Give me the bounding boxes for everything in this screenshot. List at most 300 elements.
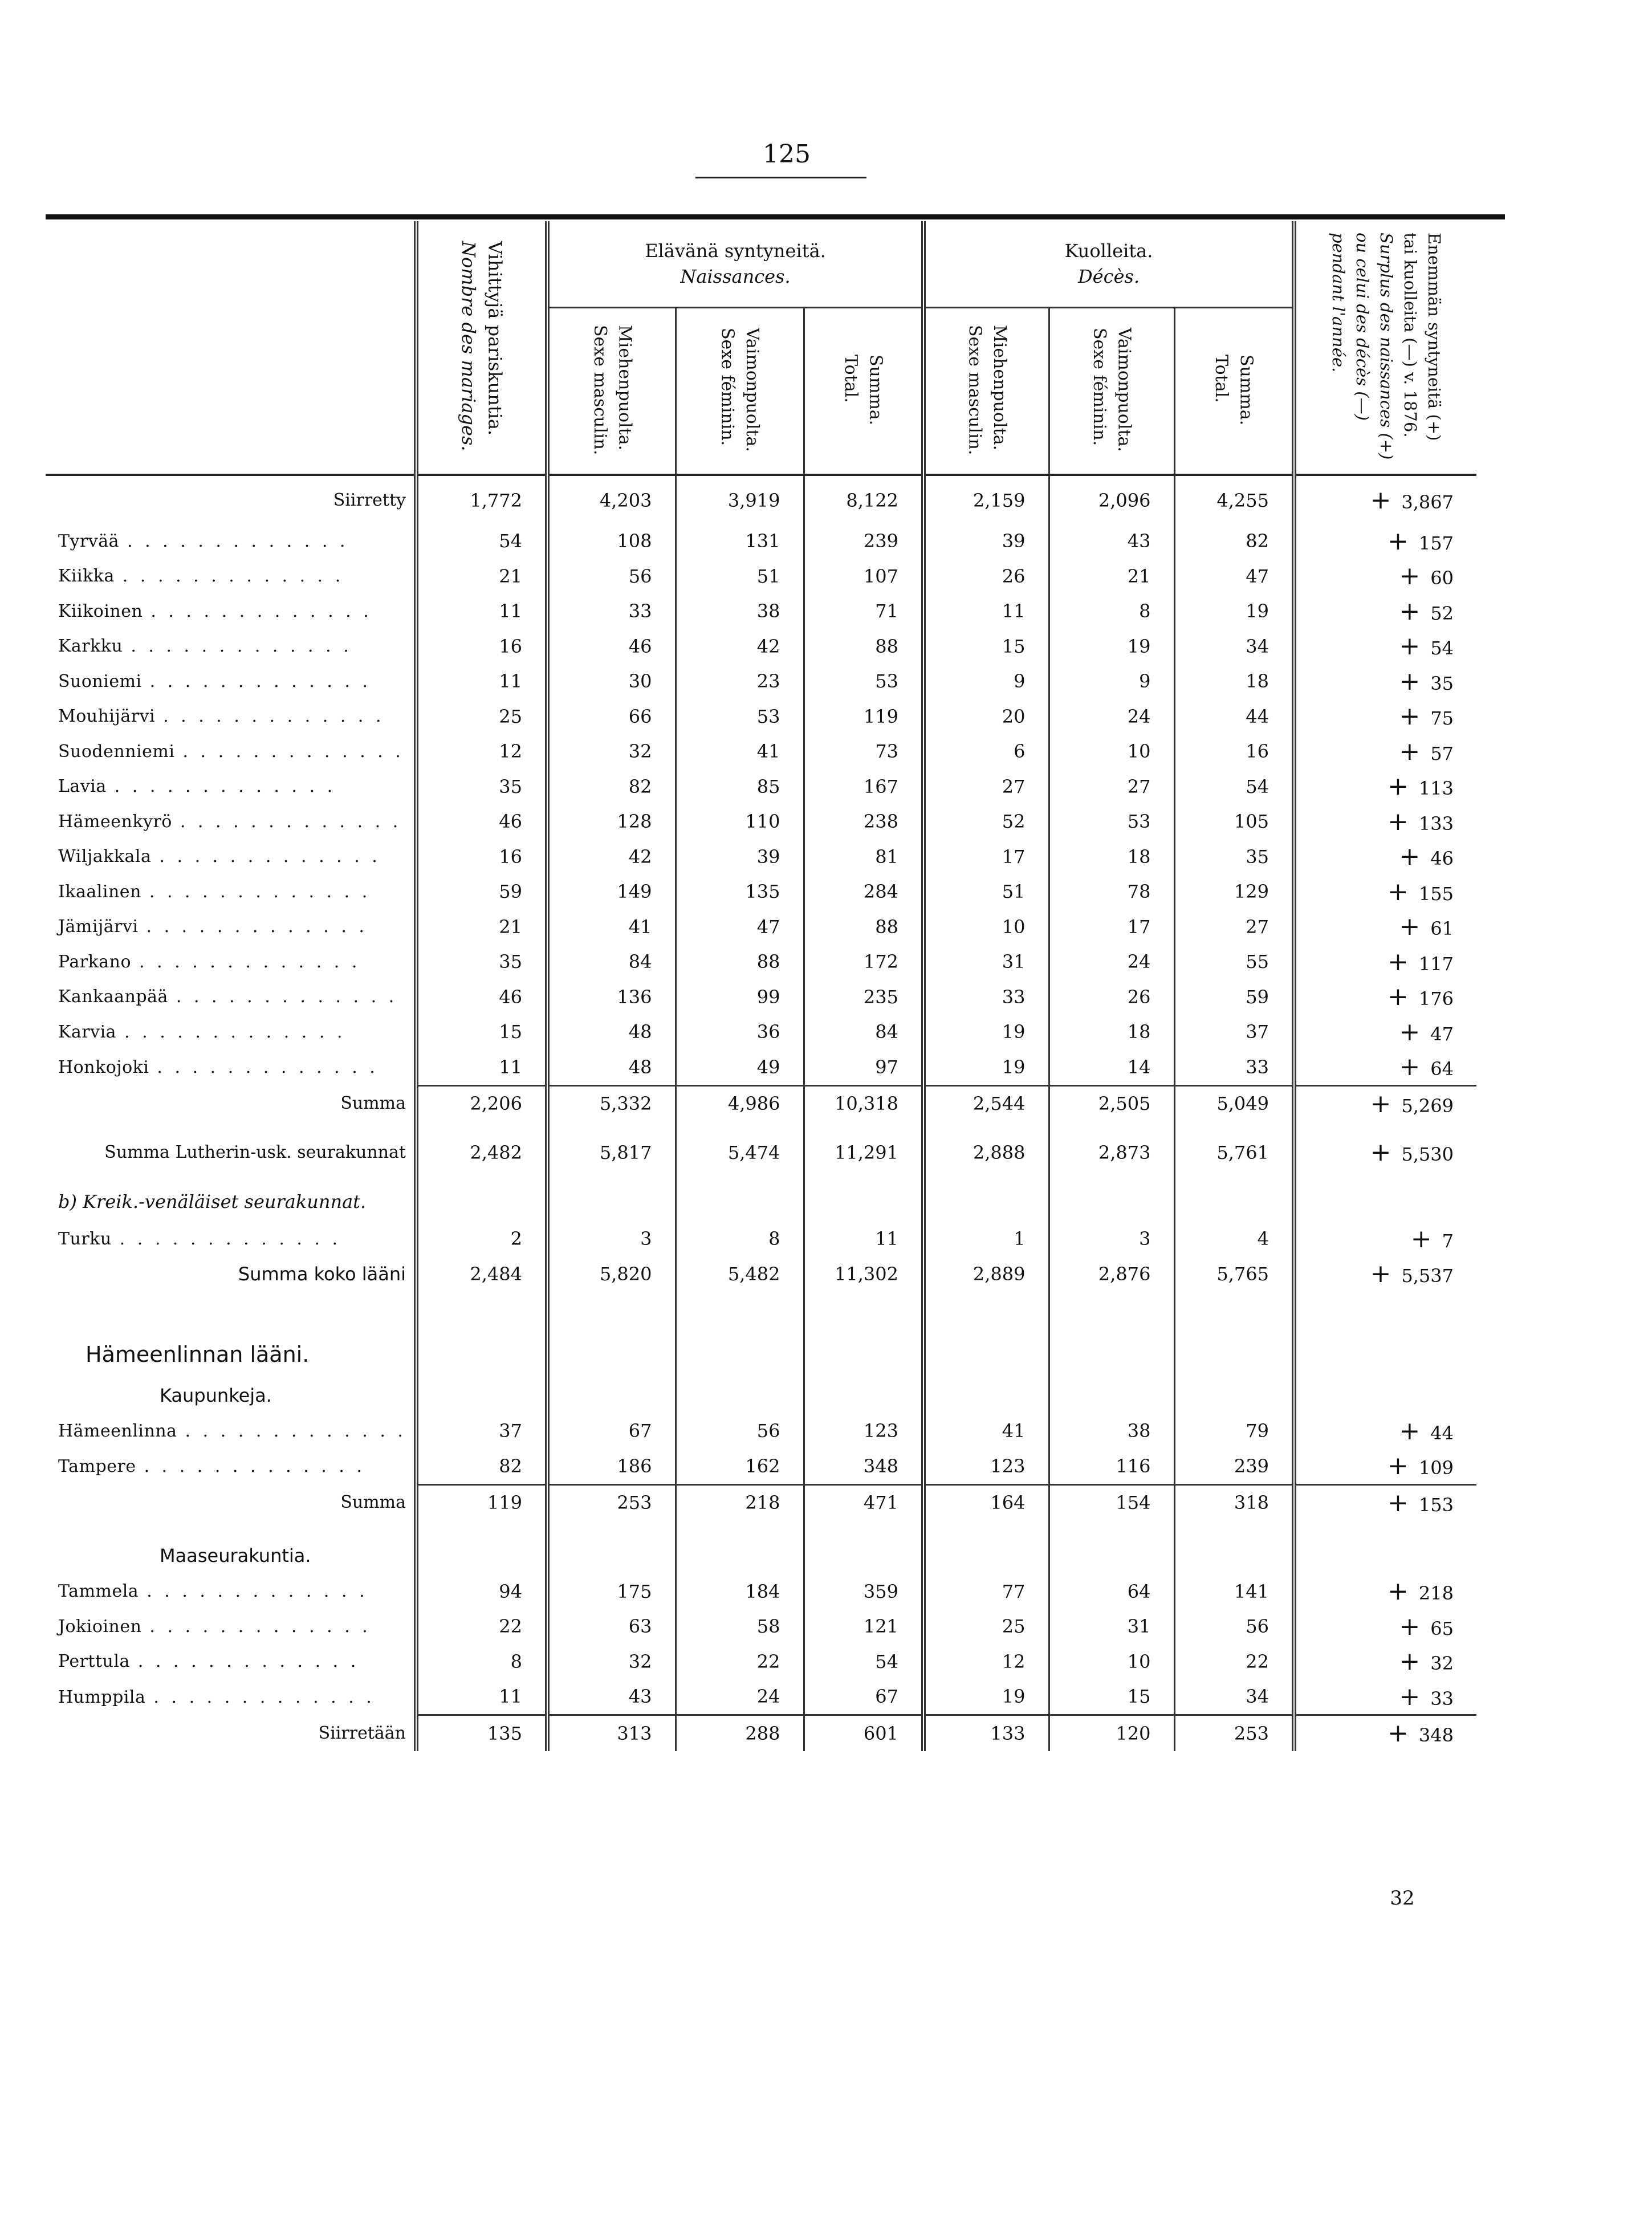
plus-sign: + [1387,1488,1409,1517]
spacer-cell [46,518,416,524]
parish-name [46,629,416,664]
parish-name [46,1679,416,1715]
plus-sign: + [1387,1451,1409,1481]
value-cell: 38 [1049,1414,1174,1449]
value-cell: 4,255 [1174,483,1294,518]
plus-sign: + [1399,1052,1421,1082]
value-cell: 17 [1049,909,1174,945]
table-row [46,839,1476,874]
births-total-fi: Summa. [865,354,886,426]
value-cell: 64 [1049,1574,1174,1609]
value-cell: 43 [547,1679,676,1715]
value-cell: 175 [547,1574,676,1609]
surplus-value: 155 [1418,882,1454,905]
spacer-cell [1049,1520,1174,1537]
surplus-cell [1294,1644,1476,1679]
spacer-cell [1049,1170,1174,1182]
value-cell: 36 [676,1015,804,1050]
spacer-cell [547,1170,676,1182]
value-cell: 5,765 [1174,1256,1294,1292]
value-cell: 4,986 [676,1085,804,1121]
parish-name-text: Karkku [58,636,123,657]
deaths-female-fr: Sexe féminin. [1089,328,1109,446]
empty-cell [1049,1537,1174,1574]
plus-sign: + [1387,982,1409,1012]
page-number: 125 [763,140,811,169]
leader-dots: . . . . . . . . . . . . . [153,1687,375,1707]
value-cell: 71 [804,594,923,629]
spacer-row [46,1121,1476,1135]
value-cell: 5,332 [547,1085,676,1121]
table-row [46,1609,1476,1645]
value-cell: 25 [923,1609,1049,1645]
surplus-cell [1294,734,1476,770]
spacer-cell [676,1292,804,1332]
surplus-value: 5,269 [1401,1094,1454,1117]
value-cell: 2,206 [416,1085,547,1121]
value-cell: 107 [804,559,923,594]
spacer-cell [1294,475,1476,483]
surplus-value: 5,537 [1401,1265,1454,1287]
value-cell: 8 [416,1644,547,1679]
spacer-cell [804,1170,923,1182]
spacer-cell [547,1292,676,1332]
rural-label: Maaseurakuntia. [160,1545,311,1566]
empty-cell [1049,1182,1174,1222]
value-cell: 27 [1174,909,1294,945]
value-cell: 33 [1174,1049,1294,1085]
parish-name-text: Honkojoki [58,1057,149,1077]
value-cell: 15 [1049,1679,1174,1715]
value-cell: 167 [804,769,923,804]
carried-row [46,483,1476,518]
parish-name [46,559,416,594]
value-cell: 20 [923,699,1049,734]
value-cell: 218 [676,1484,804,1520]
value-cell: 11,302 [804,1256,923,1292]
page-number-rule [695,177,866,178]
deaths-male-header [923,308,1049,475]
births-header [547,221,923,308]
value-cell: 31 [923,945,1049,980]
value-cell: 164 [923,1484,1049,1520]
births-total-fr: Total. [840,354,861,403]
value-cell: 136 [547,979,676,1015]
parish-name [46,699,416,734]
parish-name-text: Wiljakkala [58,847,152,867]
leader-dots: . . . . . . . . . . . . . [149,1616,371,1637]
births-female-fi: Vaimonpuolta. [742,328,762,452]
value-cell: 2,505 [1049,1085,1174,1121]
footer-note: 32 [1390,1887,1415,1910]
parish-name-text: Perttula [58,1651,130,1672]
value-cell: 82 [1174,524,1294,559]
value-cell: 58 [676,1609,804,1645]
table-body [46,475,1476,1751]
value-cell: 5,474 [676,1135,804,1170]
value-cell: 18 [1174,664,1294,699]
parish-name-text: Tammela [58,1581,139,1602]
spacer-cell [1049,475,1174,483]
towns-label: Kaupunkeja. [160,1384,272,1406]
spacer-cell [547,475,676,483]
value-cell: 110 [676,804,804,840]
value-cell: 11 [416,1679,547,1715]
value-cell: 119 [416,1484,547,1520]
value-cell: 88 [676,945,804,980]
parish-name-text: Kankaanpää [58,987,168,1007]
surplus-value: 57 [1430,742,1454,764]
plus-sign: + [1399,1416,1421,1446]
value-cell: 56 [547,559,676,594]
value-cell: 2,096 [1049,483,1174,518]
marriages-header [416,221,547,475]
table-row [46,979,1476,1015]
parish-name-text: Tampere [58,1456,136,1476]
value-cell: 78 [1049,874,1174,910]
leader-dots: . . . . . . . . . . . . . [149,671,372,691]
table-top-rule [46,214,1505,219]
value-cell: 2,482 [416,1135,547,1170]
value-cell: 88 [804,909,923,945]
leader-dots: . . . . . . . . . . . . . [122,566,344,587]
spacer-cell [1294,1170,1476,1182]
empty-cell [1174,1377,1294,1414]
spacer-cell [416,1121,547,1135]
value-cell: 53 [804,664,923,699]
empty-cell [923,1377,1049,1414]
parish-name-text: Kiikoinen [58,601,143,621]
value-cell: 253 [1174,1715,1294,1751]
empty-cell [923,1182,1049,1222]
births-male-header [547,308,676,475]
surplus-cell [1294,1414,1476,1449]
table-row [46,629,1476,664]
value-cell: 39 [676,839,804,874]
plus-sign: + [1410,1224,1432,1254]
value-cell: 2,159 [923,483,1049,518]
value-cell: 184 [676,1574,804,1609]
value-cell: 133 [923,1715,1049,1751]
parish-name [46,594,416,629]
value-cell: 239 [1174,1448,1294,1484]
value-cell: 18 [1049,839,1174,874]
value-cell: 5,817 [547,1135,676,1170]
leader-dots: . . . . . . . . . . . . . [182,741,404,762]
surplus-value: 176 [1418,988,1454,1010]
plus-sign: + [1399,666,1421,696]
value-cell: 123 [923,1448,1049,1484]
spacer-cell [804,475,923,483]
surplus-value: 64 [1430,1058,1454,1080]
surplus-cell [1294,1679,1476,1715]
table-row [46,769,1476,804]
spacer-cell [547,1520,676,1537]
value-cell: 10 [923,909,1049,945]
surplus-value: 60 [1430,567,1454,589]
parish-name-text: Lavia [58,776,107,797]
empty-cell [923,1537,1049,1574]
surplus-value: 218 [1418,1582,1454,1605]
value-cell: 99 [676,979,804,1015]
value-cell: 5,482 [676,1256,804,1292]
plus-sign: + [1399,1612,1421,1641]
surplus-cell [1294,909,1476,945]
value-cell: 120 [1049,1715,1174,1751]
spacer-cell [1294,1520,1476,1537]
spacer-cell [1049,518,1174,524]
value-cell: 131 [676,524,804,559]
spacer-cell [676,1121,804,1135]
surplus-cell [1294,804,1476,840]
parish-name-text: Hämeenlinna [58,1421,177,1441]
surplus-value: 153 [1418,1494,1454,1516]
table-row [46,1049,1476,1085]
value-cell: 318 [1174,1484,1294,1520]
parish-name-text: Suoniemi [58,671,142,691]
deaths-female-fi: Vaimonpuolta. [1114,328,1134,452]
value-cell: 24 [676,1679,804,1715]
surplus-value: 113 [1418,778,1454,800]
value-cell: 63 [547,1609,676,1645]
table-row [46,699,1476,734]
parish-name [46,1049,416,1085]
surplus-cell [1294,1715,1476,1751]
leader-dots: . . . . . . . . . . . . . [137,1651,360,1672]
spacer-cell [676,1520,804,1537]
surplus-value: 157 [1418,532,1454,554]
value-cell: 11 [804,1222,923,1257]
surplus-value: 52 [1430,602,1454,624]
table-row [46,1222,1476,1257]
surplus-cell [1294,769,1476,804]
spacer-row [46,1170,1476,1182]
leader-dots: . . . . . . . . . . . . . [163,706,385,727]
value-cell: 27 [923,769,1049,804]
value-cell: 56 [676,1414,804,1449]
leader-dots: . . . . . . . . . . . . . [144,1456,365,1476]
value-cell: 19 [923,1679,1049,1715]
leader-dots: . . . . . . . . . . . . . [124,1022,346,1042]
value-cell: 41 [547,909,676,945]
empty-cell [1049,1332,1174,1377]
spacer-cell [416,1520,547,1537]
empty-cell [676,1332,804,1377]
spacer-cell [804,1292,923,1332]
spacer-cell [923,518,1049,524]
parish-name [46,804,416,840]
value-cell: 8 [1049,594,1174,629]
value-cell: 11 [416,664,547,699]
value-cell: 471 [804,1484,923,1520]
value-cell: 601 [804,1715,923,1751]
spacer-cell [1174,1170,1294,1182]
value-cell: 34 [1174,629,1294,664]
surplus-cell [1294,874,1476,910]
spacer-cell [416,1170,547,1182]
value-cell: 54 [804,1644,923,1679]
value-cell: 67 [547,1414,676,1449]
surplus-value: 44 [1430,1422,1454,1444]
spacer-cell [1174,1520,1294,1537]
value-cell: 94 [416,1574,547,1609]
parish-name-text: Ikaalinen [58,881,141,902]
empty-cell [1294,1537,1476,1574]
births-header-fr: Naissances. [680,266,791,287]
value-cell: 79 [1174,1414,1294,1449]
surplus-cell [1294,1484,1476,1520]
leader-dots: . . . . . . . . . . . . . [146,917,368,937]
value-cell: 81 [804,839,923,874]
plus-sign: + [1387,877,1409,906]
value-cell: 46 [416,979,547,1015]
plus-sign: + [1399,912,1421,942]
value-cell: 33 [923,979,1049,1015]
surplus-value: 109 [1418,1457,1454,1479]
value-cell: 1 [923,1222,1049,1257]
value-cell: 10,318 [804,1085,923,1121]
value-cell: 2,484 [416,1256,547,1292]
leader-dots: . . . . . . . . . . . . . [131,636,352,657]
name-column-header [46,221,416,475]
surplus-value: 3,867 [1401,491,1454,514]
plus-sign: + [1399,632,1421,661]
parish-name-text: Hämeenkyrö [58,811,172,832]
surplus-cell [1294,1015,1476,1050]
value-cell: 11 [416,594,547,629]
value-cell: 11 [923,594,1049,629]
value-cell: 46 [416,804,547,840]
value-cell: 19 [923,1049,1049,1085]
spacer-cell [676,518,804,524]
value-cell: 121 [804,1609,923,1645]
spacer-row [46,1520,1476,1537]
spacer-cell [416,1292,547,1332]
parish-name [46,1448,416,1484]
value-cell: 9 [923,664,1049,699]
births-header-fi: Elävänä syntyneitä. [645,240,826,262]
leader-dots: . . . . . . . . . . . . . [114,776,336,797]
value-cell: 2,876 [1049,1256,1174,1292]
parish-name [46,769,416,804]
plus-sign: + [1399,1682,1421,1711]
surplus-header-fr1: Surplus des naissances (+) [1377,233,1397,460]
value-cell: 16 [1174,734,1294,770]
surplus-cell [1294,524,1476,559]
spacer-cell [46,1520,416,1537]
empty-cell [676,1537,804,1574]
value-cell: 53 [676,699,804,734]
empty-cell [1294,1332,1476,1377]
parish-name-text: Jokioinen [58,1616,142,1637]
value-cell: 238 [804,804,923,840]
value-cell: 47 [1174,559,1294,594]
table-row [46,1015,1476,1050]
value-cell: 11 [416,1049,547,1085]
value-cell: 66 [547,699,676,734]
value-cell: 49 [676,1049,804,1085]
row-label: Summa Lutherin-usk. seurakunnat [104,1142,406,1163]
leader-dots: . . . . . . . . . . . . . [176,987,398,1007]
empty-cell [547,1332,676,1377]
spacer-cell [46,1170,416,1182]
empty-cell [547,1182,676,1222]
row-label: Summa [340,1492,406,1512]
value-cell: 154 [1049,1484,1174,1520]
parish-name-text: Turku [58,1228,112,1249]
surplus-value: 54 [1430,637,1454,660]
births-female-fr: Sexe féminin. [717,328,738,446]
plus-sign: + [1387,526,1409,556]
table-row [46,1574,1476,1609]
value-cell: 135 [416,1715,547,1751]
value-cell: 284 [804,874,923,910]
value-cell: 43 [1049,524,1174,559]
value-cell: 108 [547,524,676,559]
table-row [46,524,1476,559]
value-cell: 15 [416,1015,547,1050]
empty-cell [923,1332,1049,1377]
surplus-cell [1294,1256,1476,1292]
leader-dots: . . . . . . . . . . . . . [180,811,402,832]
value-cell: 67 [804,1679,923,1715]
value-cell: 1,772 [416,483,547,518]
surplus-cell [1294,1448,1476,1484]
value-cell: 5,820 [547,1256,676,1292]
leader-dots: . . . . . . . . . . . . . [127,531,349,551]
parish-name [46,1015,416,1050]
table-row [46,664,1476,699]
value-cell: 2 [416,1222,547,1257]
parish-name [46,734,416,770]
towns-label-row [46,1377,1476,1414]
leader-dots: . . . . . . . . . . . . . [185,1421,406,1441]
leader-dots: . . . . . . . . . . . . . [119,1228,341,1249]
value-cell: 34 [1174,1679,1294,1715]
parish-name-text: Tyrvää [58,531,120,551]
empty-cell [416,1332,547,1377]
empty-cell [1294,1182,1476,1222]
value-cell: 42 [547,839,676,874]
table-row [46,1644,1476,1679]
parish-name [46,909,416,945]
value-cell: 8 [676,1222,804,1257]
section-b-label: b) Kreik.-venäläiset seurakunnat. [58,1190,367,1212]
empty-cell [1174,1537,1294,1574]
value-cell: 3 [1049,1222,1174,1257]
spacer-cell [1294,518,1476,524]
table-row [46,945,1476,980]
empty-cell [676,1182,804,1222]
value-cell: 128 [547,804,676,840]
value-cell: 2,888 [923,1135,1049,1170]
value-cell: 52 [923,804,1049,840]
surplus-cell [1294,664,1476,699]
value-cell: 172 [804,945,923,980]
spacer-cell [804,518,923,524]
parish-name-text: Karvia [58,1022,117,1042]
value-cell: 42 [676,629,804,664]
value-cell: 359 [804,1574,923,1609]
spacer-cell [1294,1292,1476,1332]
value-cell: 37 [416,1414,547,1449]
parish-name [46,1414,416,1449]
rural-label-row [46,1537,1476,1574]
value-cell: 129 [1174,874,1294,910]
empty-cell [547,1377,676,1414]
table-row [46,1414,1476,1449]
parish-name-text: Mouhijärvi [58,706,156,727]
